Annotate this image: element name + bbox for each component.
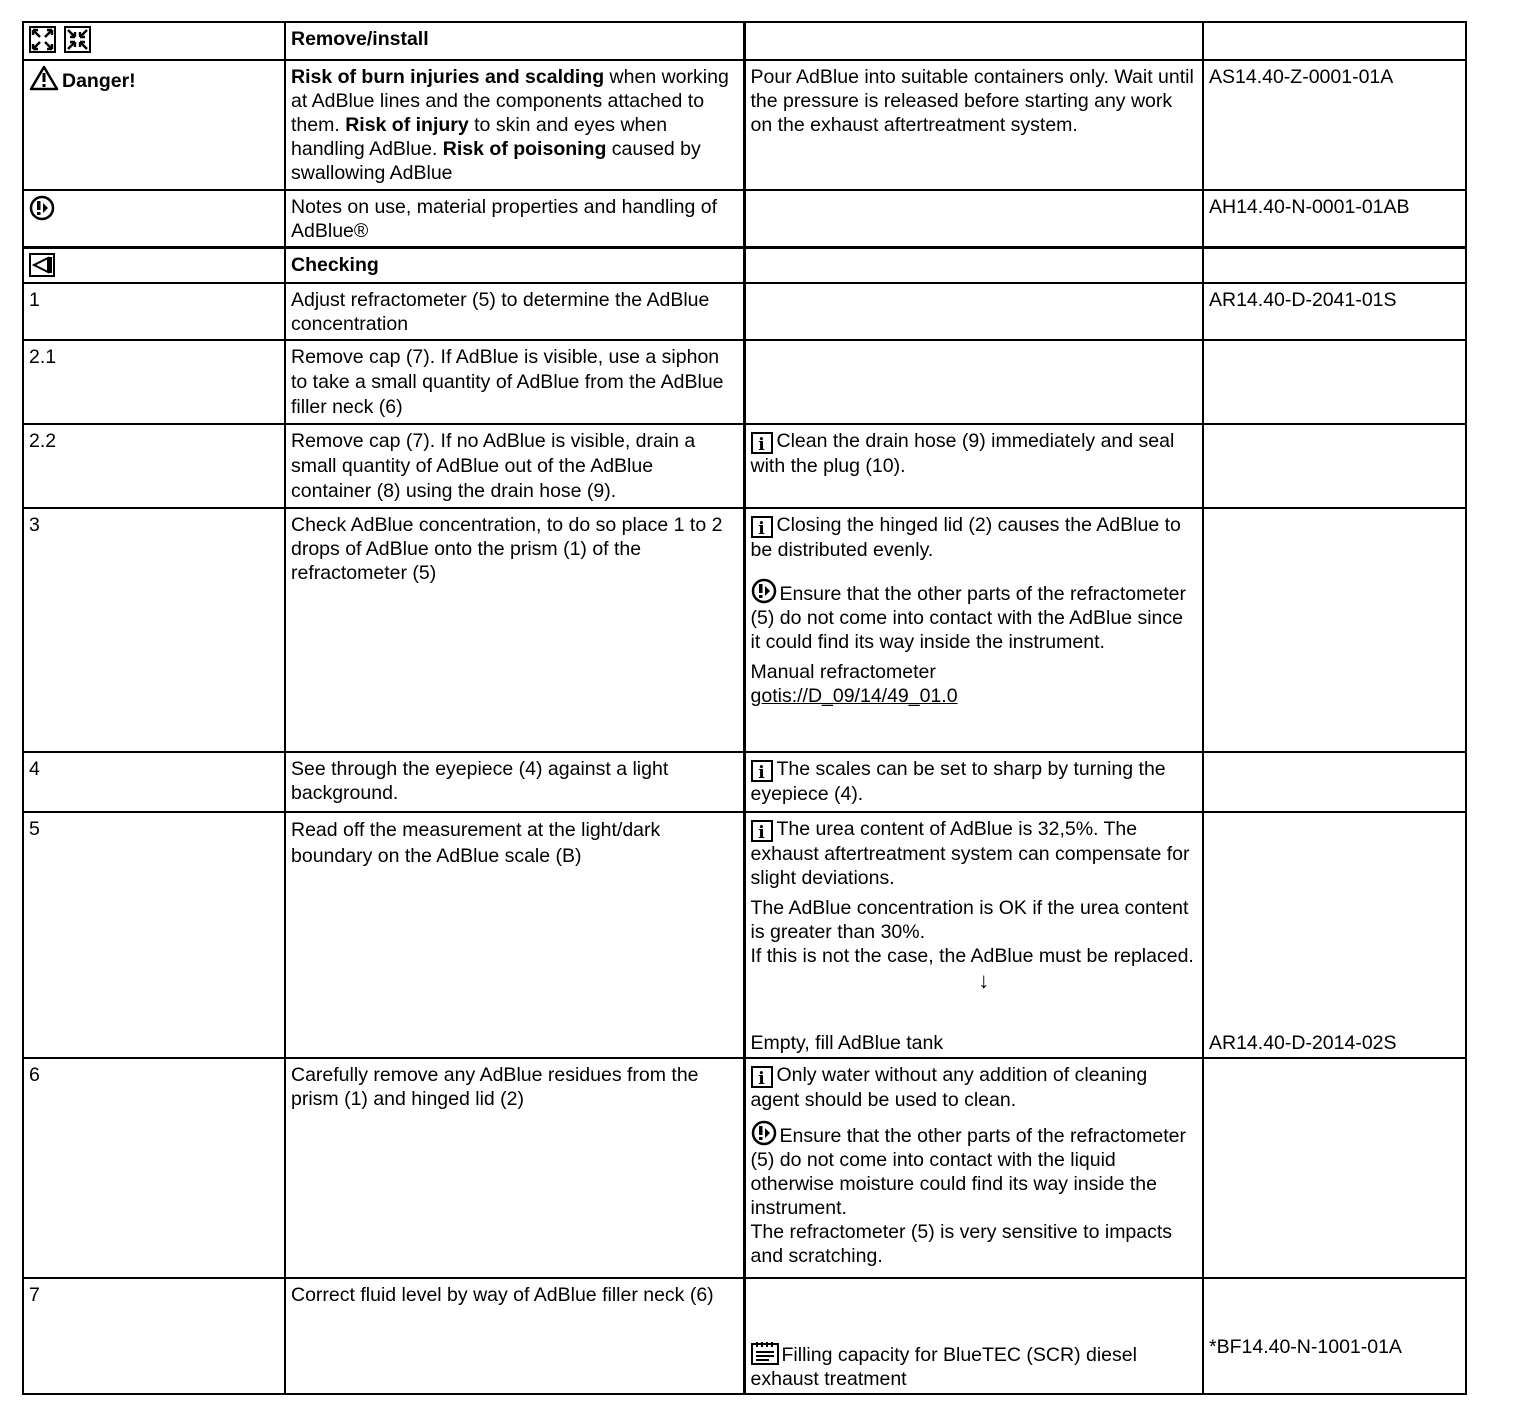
step-note: i Clean the drain hose (9) immediately and seal with the plug (10). (744, 424, 1203, 508)
header-icons-cell (23, 22, 285, 60)
header-row (23, 22, 1466, 60)
info-icon: i (751, 516, 773, 538)
table-row (23, 508, 1466, 752)
step-number: 2.2 (23, 424, 285, 508)
table-row (23, 1058, 1466, 1278)
checking-empty-4 (1203, 248, 1466, 284)
danger-measures: Pour AdBlue into suitable containers only. Wait until the pressure is released before starting any work on the exhaust aftertreatment system. (744, 60, 1203, 190)
table-row (23, 340, 1466, 424)
table-row (23, 812, 1466, 1058)
step-text: Read off the measurement at the light/dark boundary on the AdBlue scale (B) (285, 812, 744, 1058)
tool-name: Manual refractometer (750, 661, 936, 683)
step-ref: AR14.40-D-2041-01S (1203, 283, 1466, 340)
notice-circle-icon (29, 195, 55, 221)
step-number: 2.1 (23, 340, 285, 424)
specifications-icon (751, 1341, 779, 1365)
header-title: Remove/install (285, 22, 744, 60)
tool-link[interactable]: gotis://D_09/14/49_01.0 (750, 685, 958, 707)
checking-icon-cell (23, 248, 285, 284)
table-row (23, 283, 1466, 340)
step-number: 6 (23, 1058, 285, 1278)
step-number: 1 (23, 283, 285, 340)
table-row (23, 424, 1466, 508)
step-text: Check AdBlue concentration, to do so place 1 to 2 drops of AdBlue onto the prism (1) of the refractometer (5) (285, 508, 744, 752)
header-empty-4 (1203, 22, 1466, 60)
notes-text: Notes on use, material properties and handling of AdBlue® (285, 190, 744, 248)
checking-title: Checking (285, 248, 744, 284)
notes-row (23, 190, 1466, 248)
table-row (23, 1278, 1466, 1394)
checking-row (23, 248, 1466, 284)
step-note (744, 340, 1203, 424)
notes-ref: AH14.40-N-0001-01AB (1203, 190, 1466, 248)
info-icon: i (751, 760, 773, 782)
step-text: Correct fluid level by way of AdBlue filler neck (6) (285, 1278, 744, 1394)
step-note: i Closing the hinged lid (2) causes the AdBlue to be distributed evenly. Ensure that the other parts of the refractometer (5) do not come into contact with the AdBlue since it could find its way inside the instrument. Manual refractometer gotis://D_09/14/49_01.0 (744, 508, 1203, 752)
step-text: See through the eyepiece (4) against a light background. (285, 752, 744, 812)
step-ref (1203, 424, 1466, 508)
danger-label: Danger! (62, 70, 136, 92)
checking-icon (29, 253, 55, 277)
info-icon: i (751, 432, 773, 454)
danger-ref: AS14.40-Z-0001-01A (1203, 60, 1466, 190)
step-ref: AR14.40-D-2014-02S (1203, 812, 1466, 1058)
notes-icon-cell (23, 190, 285, 248)
step-text: Carefully remove any AdBlue residues from the prism (1) and hinged lid (2) (285, 1058, 744, 1278)
arrow-down-icon: ↓ (978, 968, 990, 993)
procedure-table (22, 21, 1467, 1395)
step-note: i The urea content of AdBlue is 32,5%. The exhaust aftertreatment system can compensate for slight deviations. The AdBlue concentration is OK if the urea content is greater than 30%. If this is not the case, the AdBlue must be replaced. ↓ Empty, fill AdBlue tank (744, 812, 1203, 1058)
step-note: i Only water without any addition of cleaning agent should be used to clean. Ensure that the other parts of the refractometer (5) do not come into contact with the liquid otherwise moisture could find its way inside the instrument. The refractometer (5) is very sensitive to impacts and scratching. (744, 1058, 1203, 1278)
step-number: 5 (23, 812, 285, 1058)
danger-triangle-icon (29, 65, 59, 91)
step-number: 3 (23, 508, 285, 752)
info-icon: i (751, 820, 773, 842)
header-empty-3 (744, 22, 1203, 60)
step-ref (1203, 1058, 1466, 1278)
step-ref (1203, 508, 1466, 752)
notes-empty (744, 190, 1203, 248)
step-text: Adjust refractometer (5) to determine the AdBlue concentration (285, 283, 744, 340)
notice-circle-icon (751, 1120, 777, 1146)
danger-text: Risk of burn injuries and scalding when working at AdBlue lines and the components attached to them. Risk of injury to skin and eyes when handling AdBlue. Risk of poisoning caused by swallowing AdBlue (285, 60, 744, 190)
step-note (744, 283, 1203, 340)
step-text: Remove cap (7). If no AdBlue is visible, drain a small quantity of AdBlue out of the AdBlue container (8) using the drain hose (9). (285, 424, 744, 508)
step-ref (1203, 340, 1466, 424)
step-note: i The scales can be set to sharp by turning the eyepiece (4). (744, 752, 1203, 812)
step-text: Remove cap (7). If AdBlue is visible, use a siphon to take a small quantity of AdBlue from the AdBlue filler neck (6) (285, 340, 744, 424)
install-icon (64, 26, 91, 53)
step-ref (1203, 752, 1466, 812)
step-number: 7 (23, 1278, 285, 1394)
step-note: Filling capacity for BlueTEC (SCR) diesel exhaust treatment (744, 1278, 1203, 1394)
notice-circle-icon (751, 578, 777, 604)
step-number: 4 (23, 752, 285, 812)
action-link[interactable]: Empty, fill AdBlue tank (750, 1032, 944, 1054)
danger-label-cell (23, 60, 285, 190)
remove-icon (29, 26, 56, 53)
checking-empty-3 (744, 248, 1203, 284)
step-ref: *BF14.40-N-1001-01A (1203, 1278, 1466, 1394)
table-row (23, 752, 1466, 812)
info-icon: i (751, 1066, 773, 1088)
danger-row (23, 60, 1466, 190)
